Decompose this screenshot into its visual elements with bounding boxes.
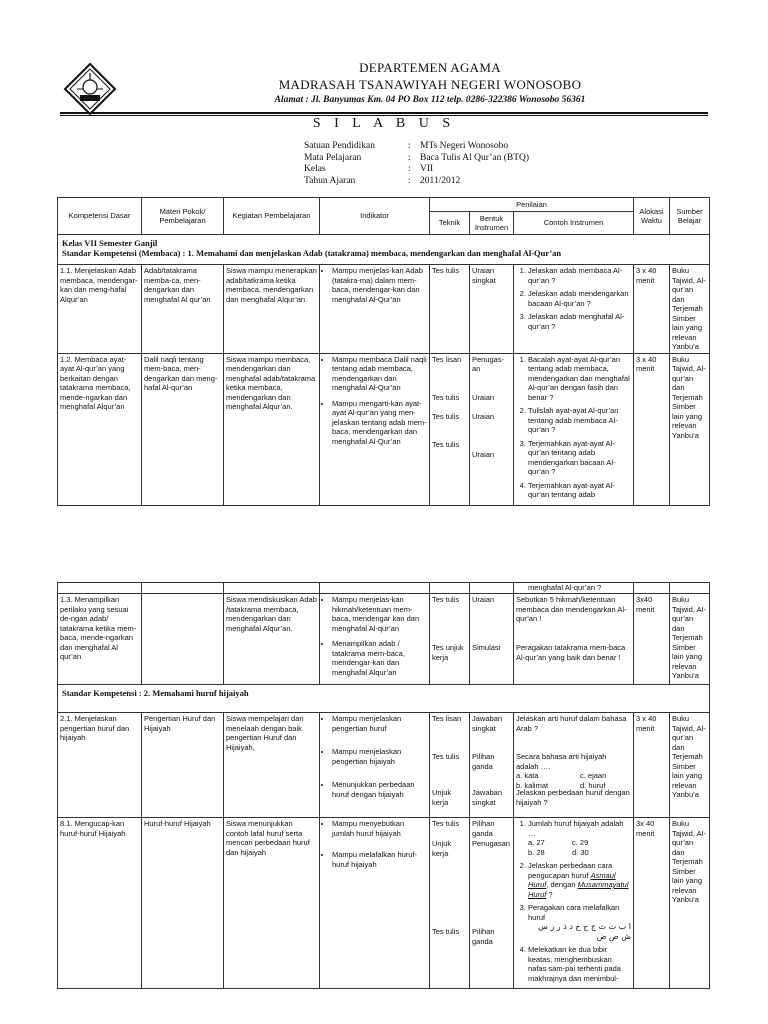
contoh-item: 1. Bacalah ayat-ayat Al-qur’an tentang adab membaca, mendengarkan dan menghafal Al-qur’an dengan fasih dan benar ? [528, 355, 631, 403]
section-heading [58, 235, 710, 265]
cell-kd: 1.1. Menjelaskan Adab membaca, mendengar-kan dan meng-hafal Alqur’an [58, 265, 142, 354]
teknik-item: Unjuk kerja [432, 839, 452, 858]
option: b. kalimat [516, 780, 549, 790]
col-indikator: Indikator [320, 198, 430, 235]
silabus-table-page1 [57, 197, 710, 506]
cell-contoh [514, 818, 634, 989]
meta-value: VII [420, 164, 434, 174]
cell-contoh [514, 265, 634, 354]
cell-alokasi: 3x40 menit [634, 594, 670, 685]
cell-bentuk: Uraian singkat [470, 265, 514, 354]
bentuk-item: Pilihan ganda [472, 752, 495, 771]
contoh-item [528, 903, 631, 941]
col-sumber: Sumber Belajar [670, 198, 710, 235]
meta-key: Kelas [304, 164, 326, 174]
table-row [58, 353, 710, 505]
bentuk-item: Jawaban singkat [472, 714, 503, 733]
meta-value: 2011/2012 [420, 175, 461, 186]
option: a. 27 [528, 838, 545, 847]
cell-materi: Huruf-huruf Hijaiyah [142, 818, 224, 989]
cell-bentuk [470, 818, 514, 989]
cell-contoh: menghafal Al-qur’an ? [514, 583, 634, 594]
table-row [58, 265, 710, 354]
cell-kd: 1.2. Membaca ayat-ayat Al-qur’an yang berkaitan dengan tatakrama membaca, mende-ngarkan dan menghafal Alqur’an [58, 353, 142, 505]
cell-alokasi: 3x 40 menit [634, 818, 670, 989]
contoh-item: Peragakan tatakrama mem-baca Al-qur’an yang baik dan benar ! [516, 643, 626, 662]
cell-contoh [514, 353, 634, 505]
header-line2: MADRASAH TSANAWIYAH NEGERI WONOSOBO [278, 77, 582, 92]
cell-indikator [320, 594, 430, 685]
teknik-item: Tes unjuk kerja [432, 643, 464, 662]
cell-teknik [430, 713, 470, 818]
cell-kd: 1.3. Menampilkan perilaku yang sesuai de-ngan adab/ tatakrama ketika mem-baca, mende-ngarkan dan menghafal Al qur’an [58, 594, 142, 685]
cell-kegiatan: Siswa mampu membaca, mendengarkan dan menghafal adab/tatakrama ketika membaca, mendengarkan dan menghafal Alqur’an. [224, 353, 320, 505]
meta-value: Baca Tulis Al Qur’an (BTQ) [420, 152, 530, 163]
kemenag-logo-icon [63, 62, 117, 116]
col-kd: Kompetensi Dasar [58, 198, 142, 235]
bentuk-item: Uraian [472, 449, 495, 459]
silabus-table-page2 [57, 582, 710, 989]
cell-alokasi: 3 x 40 menit [634, 265, 670, 354]
semester-label: Kelas VII Semester Ganjil [62, 238, 158, 248]
meta-value: MTs Negeri Wonosobo [420, 141, 509, 151]
col-kegiatan: Kegiatan Pembelajaran [224, 198, 320, 235]
contoh-item: Sebutkan 5 hikmah/ketentuan membaca dan mendengarkan Al-qur’an ! [516, 595, 627, 623]
indikator-item: • Menampilkan adab / tatakrama mem-baca, mendengar-kan dan menghafal Alqur’an [332, 639, 427, 677]
teknik-item: Tes tulis [432, 439, 460, 449]
bentuk-item: Penugas-an [472, 354, 505, 373]
bentuk-item: Pilihan ganda [472, 819, 495, 838]
table-row [58, 594, 710, 685]
cell-teknik: Tes tulis [430, 265, 470, 354]
indikator-item: • Mampu melafalkan huruf-huruf hijaiyah [332, 850, 427, 869]
contoh-text: Jelaskan perbedaan cara pengucapan huruf [528, 861, 613, 880]
standar-kompetensi-2: Standar Kompetensi : 2. Memahami huruf hijaiyah [58, 685, 710, 713]
teknik-item: Tes tulis [432, 819, 460, 828]
contoh-item: Jelaskan perbedaan huruf dengan hijaiyah ? [516, 788, 630, 807]
cell-sumber: Buku Tajwid, Al-qur’an dan Terjemah Simber lain yang relevan Yanbu’a [670, 818, 710, 989]
cell-materi: Pengertian Huruf dan Hijaiyah [142, 713, 224, 818]
cell-contoh [514, 594, 634, 685]
contoh-text: Secara bahasa arti hijaiyah adalah …. [516, 752, 607, 771]
cell-kd: 2.1. Menjelaskan pengertian huruf dan hijaiyah [58, 713, 142, 818]
option: d. 30 [572, 847, 589, 857]
bentuk-item: Uraian [472, 595, 495, 604]
contoh-text: Jumlah huruf hijaiyah adalah … [528, 819, 624, 838]
meta-key: Tahun Ajaran [304, 175, 356, 186]
indikator-item: • Mampu mengarti-kan ayat-ayat Al-qur’an yang men-jelaskan tentang adab mem-baca, mendengarkan dan menghafal Al-Qur’an [332, 399, 427, 447]
cell-indikator [320, 818, 430, 989]
bentuk-item: Uraian [472, 411, 495, 421]
cell-alokasi: 3 x 40 menit [634, 713, 670, 818]
meta-key: Mata Pelajaran [304, 152, 362, 163]
option: c. ejaan [580, 771, 607, 780]
indikator-item: • Mampu menjelaskan pengertian hijaiyah [332, 747, 427, 766]
cell-bentuk [470, 713, 514, 818]
meta-block: Satuan Pendidikan : MTs Negeri Wonosobo Mata Pelajaran : Baca Tulis Al Qur’an (BTQ) Kelas : VII Tahun Ajaran : 2011/2012 [304, 141, 530, 186]
cell-indikator [320, 713, 430, 818]
header-address: Alamat : Jl. Banyumas Km. 04 PO Box 112 telp. 0286-322386 Wonosobo 56361 [274, 95, 586, 105]
teknik-item: Tes tulis [432, 392, 460, 402]
col-bentuk: Bentuk Instrumen [470, 212, 514, 235]
indikator-item: • Mampu menyebutkan jumlah huruf hijaiyah [332, 819, 427, 838]
cell-materi: Dalil naqli tentang mem-baca, men-dengarkan dan meng-hafal Al-qur’an [142, 353, 224, 505]
table-row [58, 818, 710, 989]
teknik-item: Tes tulis [432, 927, 460, 936]
cell-bentuk [470, 594, 514, 685]
bentuk-item: Penugasan [472, 839, 510, 848]
cell-kegiatan: Siswa mempelajari dan menelaah dengan baik pengertian Huruf dan Hijaiyah, [224, 713, 320, 818]
option: a. kata [516, 771, 539, 780]
cell-contoh [514, 713, 634, 818]
bentuk-item: Simulasi [472, 643, 501, 652]
cell-kegiatan: Siswa menunjukkan contoh lafal huruf serta mencari perbedaan huruf dan hijaiyah [224, 818, 320, 989]
option: b. 28 [528, 847, 545, 857]
option: d. huruf [580, 780, 606, 790]
cell-sumber: Buku Tajwid, Al-qur’an dan Terjemah Simber lain yang relevan Yanbu’a [670, 713, 710, 818]
cell-bentuk [470, 353, 514, 505]
cell-teknik [430, 594, 470, 685]
contoh-item: Jelaskan arti huruf dalam bahasa Arab ? [516, 714, 627, 733]
cell-indikator [320, 265, 430, 354]
cell-sumber: Buku Tajwid, Al-qur’an dan Terjemah Simber lain yang relevan Yanbu’a [670, 594, 710, 685]
cell-sumber: Buku Tajwid, Al-qur’an dan Terjemah Simber lain yang relevan Yanbu’a [670, 265, 710, 354]
indikator-item: • Mampu membaca Dalil naqli tentang adab membaca, mendengarkan dan menghafal Al-Qur’an [332, 355, 427, 393]
option: c. 29 [572, 838, 589, 847]
table-row [58, 713, 710, 818]
standar-kompetensi-1: Standar Kompetensi (Membaca) : 1. Memahami dan menjelaskan Adab (tatakrama) membaca, mendengarkan dan menghafal Al-Qur’an [62, 248, 562, 258]
indikator-item: • Mampu menjelaskan pengertian huruf [332, 714, 427, 733]
contoh-item: 3. Terjemahkan ayat-ayat Al-qur’an tentang adab mendengarkan bacaan Al-qur’an ? [528, 439, 631, 477]
indikator-item: • Menunjukkan perbedaan huruf dengan hijaiyah [332, 780, 427, 799]
term-asmaul-huruf: Asmaul Huruf [528, 870, 616, 889]
contoh-item: 2. Tulislah ayat-ayat Al-qur’an tentang adab membaca Al-qur’an ? [528, 406, 631, 435]
contoh-item: 4. Melekatkan ke dua bibir keatas, menghembuskan nafas sam-pai terhenti pada makhrajnya dan menimbul- [528, 945, 631, 983]
col-materi: Materi Pokok/ Pembelajaran [142, 198, 224, 235]
contoh-item [528, 819, 631, 857]
arabic-letters: ا ب ت ث ج ح خ د ذ ر ز س ش ص ض [538, 922, 631, 941]
cell-teknik [430, 818, 470, 989]
contoh-item: 2. Jelaskan adab mendengarkan bacaan Al-qur’an ? [528, 289, 631, 308]
teknik-item: Tes tulis [432, 752, 460, 761]
teknik-item: Tes lisan [432, 354, 462, 364]
cell-sumber: Buku Tajwid, Al-qur’an dan Terjemah Simber lain yang relevan Yanbu’a [670, 353, 710, 505]
bentuk-item: Uraian [472, 392, 495, 402]
table-row [58, 583, 710, 594]
cell-kegiatan: Siswa mendiskusikan Adab /tatakrama membaca, mendengarkan dan menghafal Alqur’an. [224, 594, 320, 685]
cell-materi [142, 594, 224, 685]
letterhead [0, 0, 768, 130]
meta-key: Satuan Pendidikan [304, 141, 375, 151]
contoh-item: 4. Terjemahkan ayat-ayat Al-qur’an tentang adab [528, 481, 631, 500]
cell-materi: Adab/tatakrama memba-ca, men-dengarkan dan menghafal Al qur’an [142, 265, 224, 354]
teknik-item: Tes lisan [432, 714, 462, 723]
bentuk-item: Jawaban singkat [472, 788, 503, 807]
contoh-item: 3. Jelaskan adab menghafal Al-qur’an ? [528, 312, 631, 331]
term-musammayatul-huruf: Musammayatul Huruf [528, 880, 629, 899]
contoh-text: Peragakan cara melafalkan huruf [528, 903, 620, 922]
contoh-item: 1. Jelaskan adab membaca Al-qur’an ? [528, 266, 631, 285]
page-title: S I L A B U S [312, 116, 456, 131]
col-teknik: Teknik [430, 212, 470, 235]
contoh-text: ? [546, 889, 553, 899]
contoh-text: , dengan [546, 880, 576, 889]
cell-indikator [320, 353, 430, 505]
indikator-item: • Mampu menjelas-kan Adab (tatakra-ma) dalam mem-baca, mendengar-kan dan menghafal Al-Qur’an [332, 266, 427, 304]
cell-teknik [430, 353, 470, 505]
cell-kegiatan: Siswa mampu menerapkan adab/tatkrama ketika membaca, mendengarkan dan menghafal Alqur’an. [224, 265, 320, 354]
col-alokasi: Alokasi Waktu [634, 198, 670, 235]
bentuk-item: Pilihan ganda [472, 927, 495, 946]
contoh-item [528, 861, 631, 899]
header-line1: DEPARTEMEN AGAMA [359, 60, 501, 75]
teknik-item: Unjuk kerja [432, 788, 452, 807]
col-penilaian: Penilaian [430, 198, 634, 212]
contoh-item [516, 752, 631, 788]
header-rule [60, 112, 708, 114]
col-contoh: Contoh Instrumen [514, 212, 634, 235]
cell-kd: 8.1. Mengucap-kan huruf-huruf Hijaiyah [58, 818, 142, 989]
indikator-item: • Mampu menjelas-kan hikmah/ketentuan mem-baca, mendengar kan dan menghafal Al-qur’an [332, 595, 427, 633]
teknik-item: Tes tulis [432, 411, 460, 421]
teknik-item: Tes tulis [432, 595, 460, 604]
cell-alokasi: 3 x 40 menit [634, 353, 670, 505]
